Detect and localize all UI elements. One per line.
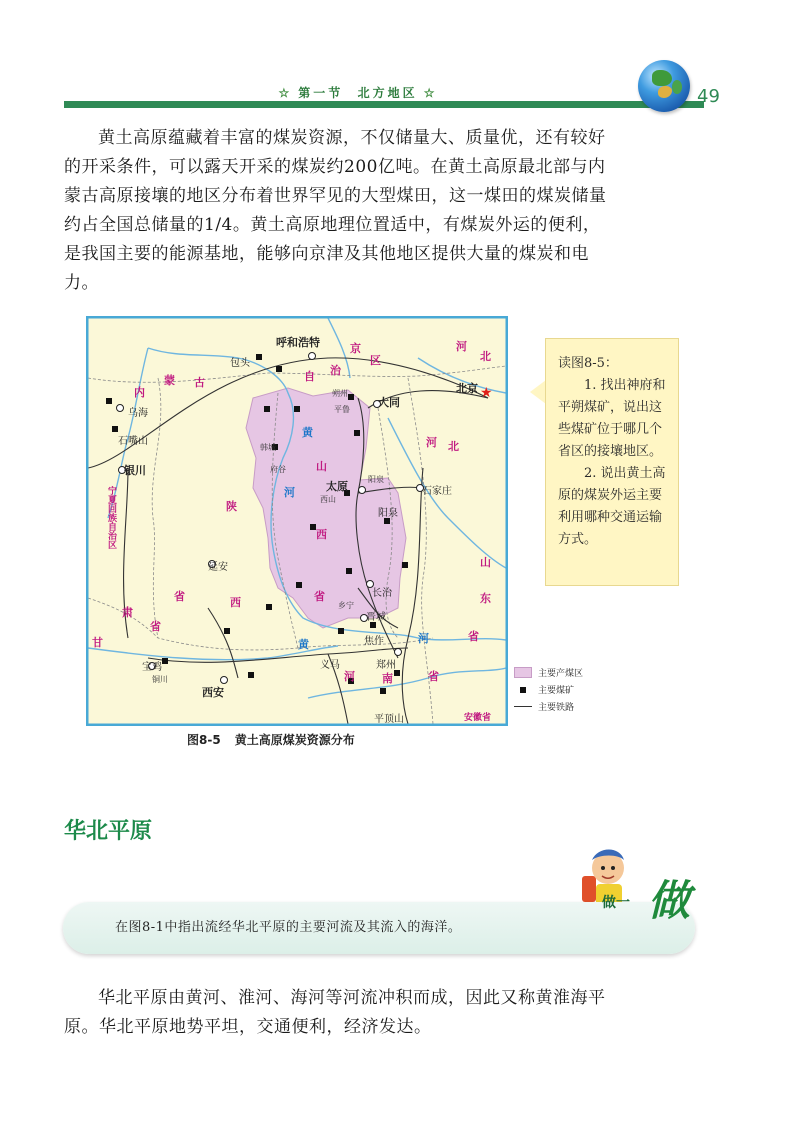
city-label: 银川 bbox=[124, 464, 146, 477]
province-label: 河 bbox=[456, 340, 467, 353]
province-label: 山 bbox=[480, 556, 491, 569]
city-dot bbox=[220, 676, 228, 684]
coal-mine bbox=[248, 672, 254, 678]
note-question-2: 2. 说出黄土高原的煤炭外运主要利用哪种交通运输方式。 bbox=[558, 466, 666, 547]
coal-mine bbox=[266, 604, 272, 610]
caption-number: 图8-5 bbox=[187, 733, 221, 747]
province-label: 省 bbox=[468, 630, 479, 643]
city-label: 阳泉 bbox=[368, 475, 384, 484]
province-label: 内 bbox=[134, 386, 145, 399]
note-question-1: 1. 找出神府和平朔煤矿，说出这些煤矿位于哪几个省区的接壤地区。 bbox=[558, 378, 666, 459]
city-label: 乌海 bbox=[128, 408, 148, 419]
city-label: 晋城 bbox=[366, 612, 386, 623]
activity-text: 在图8-1中指出流经华北平原的主要河流及其流入的海洋。 bbox=[115, 920, 462, 935]
coal-mine bbox=[354, 430, 360, 436]
section-title: 华北平原 bbox=[64, 819, 153, 844]
city-label: 平鲁 bbox=[334, 405, 350, 414]
coal-mine bbox=[380, 688, 386, 694]
legend-area-label: 主要产煤区 bbox=[538, 669, 584, 679]
city-label: 阳泉 bbox=[378, 508, 398, 519]
province-label: 西 bbox=[316, 528, 327, 541]
caption-title: 黄土高原煤炭资源分布 bbox=[234, 733, 355, 747]
city-label: 义马 bbox=[320, 660, 340, 671]
province-label: 古 bbox=[194, 376, 205, 389]
river-label: 河 bbox=[418, 632, 429, 645]
city-label: 石家庄 bbox=[422, 486, 452, 497]
province-label: 甘 bbox=[92, 636, 103, 649]
province-label: 省 bbox=[150, 620, 161, 633]
province-label: 蒙 bbox=[164, 374, 175, 387]
province-label: 北 bbox=[480, 350, 491, 363]
reading-note bbox=[545, 338, 679, 586]
city-label: 铜川 bbox=[152, 675, 168, 684]
river-label: 黄 bbox=[302, 426, 313, 439]
province-label: 山 bbox=[316, 460, 327, 473]
city-label: 西山 bbox=[320, 495, 336, 504]
province-label: 北 bbox=[448, 440, 459, 453]
capital-star-icon: ★ bbox=[480, 385, 493, 401]
province-label: 西 bbox=[230, 596, 241, 609]
city-label: 焦作 bbox=[364, 636, 384, 647]
province-label: 安徽省 bbox=[464, 713, 492, 723]
province-label: 省 bbox=[314, 590, 325, 603]
note-title: 读图8-5： bbox=[558, 356, 618, 371]
city-label: 郑州 bbox=[376, 660, 396, 671]
province-label: 南 bbox=[382, 672, 393, 685]
province-label: 省 bbox=[428, 670, 439, 683]
city-dot bbox=[116, 404, 124, 412]
coal-mine bbox=[348, 394, 354, 400]
coal-mine bbox=[294, 406, 300, 412]
city-label: 长治 bbox=[372, 588, 392, 599]
city-label: 朔州 bbox=[332, 389, 348, 398]
province-label: 区 bbox=[370, 354, 381, 367]
coal-mine bbox=[264, 406, 270, 412]
city-dot bbox=[358, 486, 366, 494]
legend-area-swatch bbox=[514, 667, 532, 678]
star-icon: ☆ bbox=[278, 86, 293, 100]
coal-mine bbox=[162, 658, 168, 664]
coal-map bbox=[86, 316, 508, 726]
legend-rail-swatch bbox=[514, 701, 532, 712]
province-label: 肃 bbox=[122, 606, 133, 619]
province-label: 东 bbox=[480, 592, 491, 605]
note-pointer bbox=[530, 380, 546, 404]
city-label: 平顶山 bbox=[374, 714, 404, 725]
river-label: 黄 bbox=[298, 638, 309, 651]
header-region: 北方地区 bbox=[357, 86, 418, 100]
city-label: 呼和浩特 bbox=[276, 336, 320, 349]
figure-caption bbox=[187, 731, 369, 748]
city-label: 乡宁 bbox=[338, 601, 354, 610]
city-label: 府谷 bbox=[270, 465, 286, 474]
coal-mine bbox=[276, 366, 282, 372]
legend-mine-swatch bbox=[514, 684, 532, 695]
province-label: 河 bbox=[344, 670, 355, 683]
coal-mine bbox=[224, 628, 230, 634]
province-label: 陕 bbox=[226, 500, 237, 513]
star-icon: ☆ bbox=[423, 86, 438, 100]
city-label: 大同 bbox=[378, 396, 400, 409]
city-label: 石嘴山 bbox=[118, 436, 148, 447]
page-number: 49 bbox=[697, 86, 720, 107]
river-label: 河 bbox=[284, 486, 295, 499]
city-label: 延安 bbox=[208, 562, 228, 573]
coal-mine bbox=[338, 628, 344, 634]
city-dot bbox=[394, 648, 402, 656]
city-label: 北京 bbox=[456, 382, 478, 395]
city-label: 韩城 bbox=[260, 443, 276, 452]
activity-big-char: 做 bbox=[648, 876, 691, 925]
province-label: 自 bbox=[304, 370, 315, 383]
city-label: 宝鸡 bbox=[142, 662, 162, 673]
legend-mine-label: 主要煤矿 bbox=[538, 686, 575, 696]
paragraph-north-china-plain: 华北平原由黄河、淮河、海河等河流冲积而成，因此又称黄淮海平原。华北平原地势平坦，交通便利，经济发达。 bbox=[64, 988, 606, 1037]
map-legend bbox=[514, 664, 624, 715]
coal-mine bbox=[106, 398, 112, 404]
province-label: 宁夏回族自治区 bbox=[106, 486, 116, 549]
activity-label: 做一 bbox=[602, 895, 630, 911]
coal-mine bbox=[402, 562, 408, 568]
paragraph-coal: 黄土高原蕴藏着丰富的煤炭资源，不仅储量大、质量优，还有较好的开采条件，可以露天开采的煤炭约200亿吨。在黄土高原最北部与内蒙古高原接壤的地区分布着世界罕见的大型煤田，这一煤田的煤炭储量约占全国总储量的1/4。黄土高原地理位置适中，有煤炭外运的便利，是我国主要的能源基地，能够向京津及其他地区提供大量的煤炭和电力。 bbox=[64, 128, 607, 293]
globe-icon bbox=[638, 60, 690, 112]
city-dot bbox=[308, 352, 316, 360]
city-label: 西安 bbox=[202, 686, 224, 699]
header-section: 第一节 bbox=[298, 86, 344, 100]
province-label: 京 bbox=[350, 342, 361, 355]
province-label: 河 bbox=[426, 436, 437, 449]
city-label: 包头 bbox=[230, 358, 250, 369]
coal-mine bbox=[256, 354, 262, 360]
city-label: 太原 bbox=[326, 480, 348, 493]
coal-mine bbox=[296, 582, 302, 588]
header-rule bbox=[64, 101, 704, 108]
province-label: 省 bbox=[174, 590, 185, 603]
province-label: 治 bbox=[330, 364, 341, 377]
coal-mine bbox=[346, 568, 352, 574]
legend-rail-label: 主要铁路 bbox=[538, 703, 575, 713]
header-title bbox=[268, 84, 448, 101]
